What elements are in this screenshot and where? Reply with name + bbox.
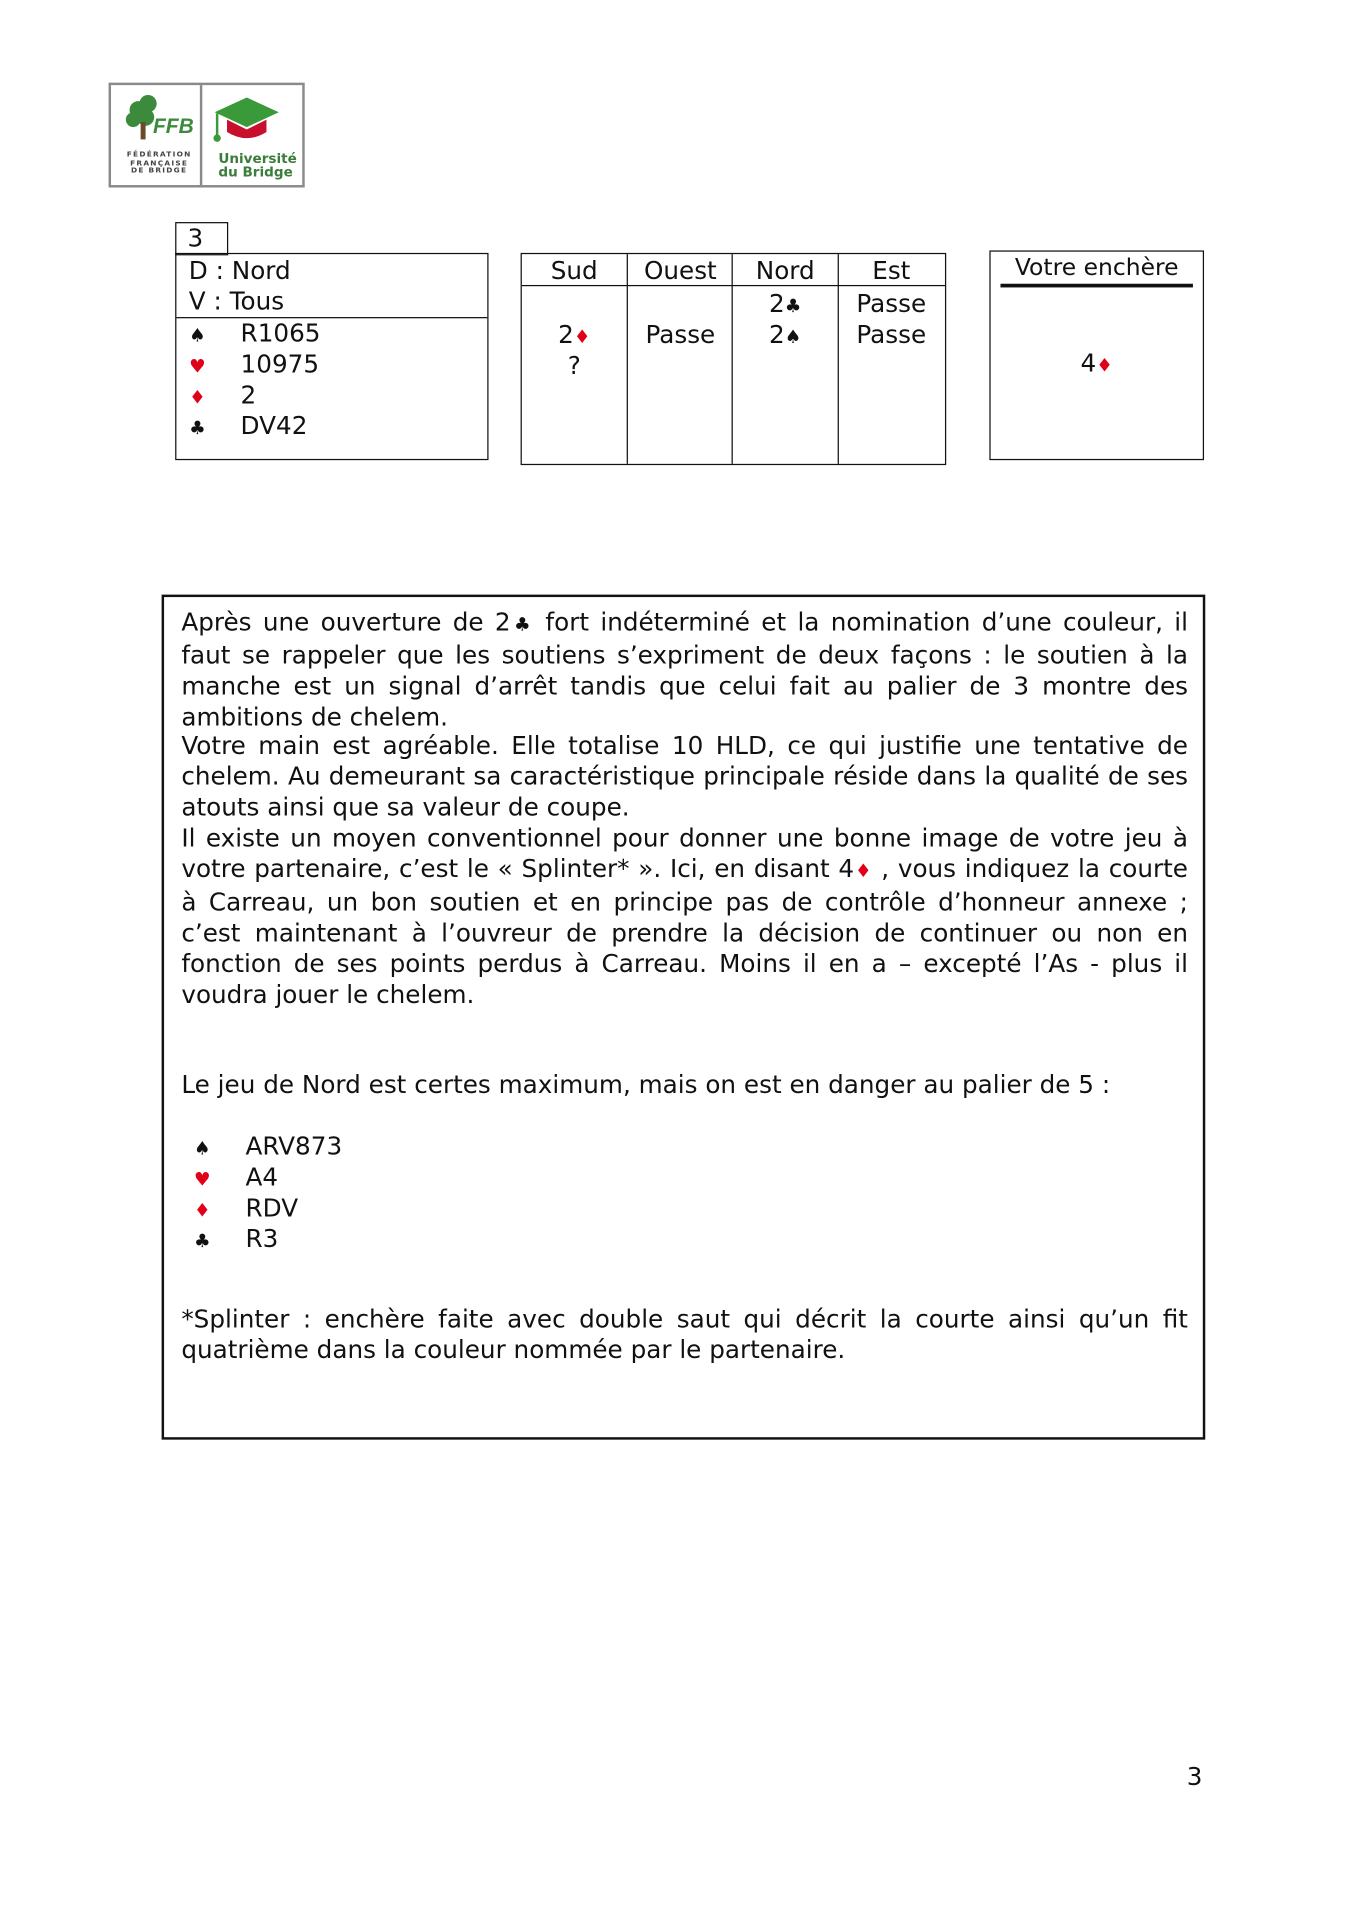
ffb-tree-logo-icon [121, 93, 195, 147]
vulnerability-line: V : Tous [188, 286, 285, 316]
bid-est-1: Passe [856, 288, 927, 319]
commentary-paragraph-2 [181, 730, 1188, 823]
diamond-icon: ♦ [854, 859, 873, 883]
text-line: fonction de ses points perdus à Carreau. Moins il en a – excepté l’As - plus il [181, 948, 1188, 979]
bid-header-sud: Sud [550, 255, 598, 285]
bid-level: 2 [769, 288, 785, 319]
club-icon: ♣ [784, 294, 802, 318]
text-line: quatrième dans la couleur nommée par le partenaire. [181, 1334, 846, 1365]
board-number: 3 [175, 222, 228, 255]
hand-hearts-row [189, 349, 320, 380]
answer-bid [991, 348, 1203, 381]
bid-level: 2 [558, 319, 574, 350]
bid-nord-2 [733, 320, 838, 353]
bid-header-est: Est [872, 255, 911, 285]
answer-box [989, 250, 1204, 460]
club-icon: ♣ [510, 613, 535, 636]
bid-header-ouest: Ouest [643, 255, 717, 285]
text-line: manche est un signal d’arrêt tandis que celui fait au palier de 3 montre des [181, 671, 1188, 701]
univ-line1: Université [218, 150, 297, 167]
text-line [181, 854, 1188, 887]
answer-level: 4 [1080, 347, 1097, 378]
commentary-paragraph-1 [181, 607, 1188, 733]
logo-divider [200, 85, 202, 185]
text-line: ambitions de chelem. [181, 701, 448, 732]
commentary-paragraph-4 [181, 1070, 1188, 1101]
north-diamonds-row [194, 1192, 299, 1224]
text-segment: votre partenaire, c’est le « Splinter* ». Ici, en disant 4 [181, 853, 855, 884]
footnote-splinter [181, 1304, 1188, 1366]
answer-title: Votre enchère [1014, 254, 1179, 282]
ffb-mark: FFB [152, 115, 194, 139]
bid-ouest-1: Passe [645, 319, 716, 350]
north-spades-row [194, 1131, 343, 1162]
hand-clubs: DV42 [240, 410, 308, 441]
hand-diamonds: 2 [240, 379, 257, 410]
bid-est-2: Passe [856, 319, 927, 350]
bid-header-nord: Nord [755, 255, 815, 285]
text-line [181, 607, 1188, 640]
text-line: chelem. Au demeurant sa caractéristique principale réside dans la qualité de ses [181, 761, 1188, 791]
north-clubs: R3 [245, 1223, 279, 1254]
north-diamonds: RDV [245, 1192, 299, 1223]
north-spades: ARV873 [245, 1131, 343, 1161]
universite-du-bridge-text [218, 152, 297, 179]
north-clubs-row [194, 1223, 279, 1255]
club-icon: ♣ [194, 1229, 211, 1253]
univ-line2: du Bridge [218, 164, 293, 181]
commentary-paragraph-3 [181, 823, 1188, 1011]
spade-icon: ♠ [194, 1137, 211, 1160]
text-line: c’est maintenant à l’ouvreur de prendre la décision de continuer ou non en [181, 917, 1188, 948]
diamond-icon: ♦ [189, 386, 206, 409]
deal-box [175, 253, 488, 460]
text-segment: Après une ouverture de 2 [181, 606, 511, 637]
hand-clubs-row [189, 410, 308, 442]
diamond-icon: ♦ [194, 1199, 211, 1222]
page-number: 3 [1186, 1761, 1203, 1792]
commentary-box [162, 595, 1206, 1440]
text-line: à Carreau, un bon soutien et en principe pas de contrôle d’honneur annexe ; [181, 886, 1188, 917]
text-line: Il existe un moyen conventionnel pour donner une bonne image de votre jeu à [181, 822, 1188, 853]
club-icon: ♣ [189, 416, 206, 440]
hand-spades-row [189, 318, 321, 349]
spade-icon: ♠ [784, 325, 802, 348]
text-line: voudra jouer le chelem. [181, 979, 475, 1010]
diamond-icon: ♦ [573, 325, 591, 348]
bid-nord-1 [733, 289, 838, 322]
hand-hearts: 10975 [240, 349, 320, 379]
north-hearts-row [194, 1162, 279, 1193]
north-hearts: A4 [245, 1162, 279, 1192]
dealer-line: D : Nord [188, 255, 291, 285]
text-segment: fort indéterminé et la nomination d’une couleur, il [534, 606, 1188, 637]
text-line: atouts ainsi que sa valeur de coupe. [181, 791, 630, 822]
ffb-universite-logo [109, 83, 305, 188]
heart-icon: ♥ [189, 355, 206, 378]
hand-spades: R1065 [240, 318, 321, 348]
text-line: Le jeu de Nord est certes maximum, mais on est en danger au palier de 5 : [181, 1069, 1111, 1100]
text-line: faut se rappeler que les soutiens s’expriment de deux façons : le soutien à la [181, 640, 1188, 670]
text-segment: , vous indiquez la courte [872, 853, 1188, 884]
ffb-full-name: FÉDÉRATION FRANÇAISE DE BRIDGE [126, 150, 192, 176]
graduation-cap-icon [212, 95, 281, 147]
bidding-table [521, 253, 947, 465]
bid-sud-2: ? [567, 350, 581, 380]
hand-diamonds-row [189, 379, 257, 411]
heart-icon: ♥ [194, 1168, 211, 1191]
text-line: *Splinter : enchère faite avec double saut qui décrit la courte ainsi qu’un fit [181, 1303, 1188, 1334]
bid-sud-1 [522, 320, 627, 353]
deal-divider [176, 317, 487, 318]
bid-level: 2 [769, 319, 785, 350]
spade-icon: ♠ [189, 324, 206, 347]
text-line: Votre main est agréable. Elle totalise 10 HLD, ce qui justifie une tentative de [181, 730, 1188, 760]
answer-title-rule [1000, 284, 1192, 288]
diamond-icon: ♦ [1096, 354, 1113, 377]
